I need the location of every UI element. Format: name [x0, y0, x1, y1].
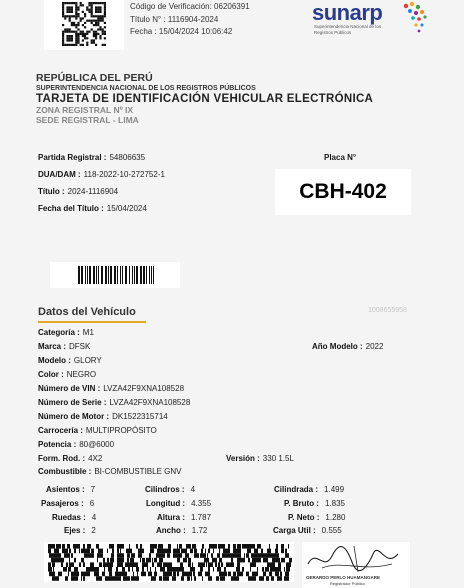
carga-util-field [273, 526, 342, 535]
serie-field [38, 398, 190, 407]
color-value: NEGRO [66, 370, 97, 379]
altura-value: 1.787 [191, 513, 212, 522]
modelo-label: Modelo : [38, 356, 71, 365]
barcode-pdf417 [44, 542, 294, 582]
ruedas-field [52, 513, 96, 522]
carroceria-value: MULTIPROPÓSITO [85, 426, 157, 435]
modelo-value: GLORY [73, 356, 102, 365]
barcode-small [50, 262, 180, 288]
asientos-label: Asientos : [46, 485, 85, 494]
titulo-value: 2024-1116904 [67, 187, 119, 196]
logo-wordmark: sunarp [312, 0, 383, 25]
form-rod-value: 4X2 [88, 454, 103, 463]
pasajeros-field [41, 499, 94, 508]
sunarp-logo [312, 0, 422, 44]
ejes-field [64, 526, 96, 535]
placa-label: Placa N° [324, 153, 357, 162]
modelo-field [38, 356, 102, 365]
vin-value: LVZA42F9XNA108528 [103, 384, 185, 393]
cilindros-label: Cilindros : [145, 485, 185, 494]
country-title: REPÚBLICA DEL PERÚ [36, 72, 153, 84]
form-rod-label: Form. Rod. : [38, 454, 86, 463]
peso-neto-value: 1.280 [325, 513, 346, 522]
combustible-value: BI-COMBUSTIBLE GNV [94, 467, 182, 476]
ruedas-value: 4 [91, 513, 97, 522]
titulo-field [38, 187, 118, 196]
section-underline [38, 321, 146, 323]
zone-title: ZONA REGISTRAL Nº IX [36, 105, 134, 115]
serie-value: LVZA42F9XNA108528 [109, 398, 191, 407]
anio-label: Año Modelo : [312, 342, 363, 351]
form-rod-field [38, 454, 102, 463]
motor-field [38, 412, 168, 421]
combustible-field [38, 467, 181, 476]
longitud-field [146, 499, 211, 508]
marca-value: DFSK [69, 342, 91, 351]
titulo-label: Título : [38, 187, 65, 196]
verification-block [130, 1, 250, 39]
logo-dots-icon [372, 0, 428, 40]
cilindros-field [145, 485, 195, 494]
altura-label: Altura : [157, 513, 185, 522]
signature-box [302, 542, 410, 588]
color-field [38, 370, 96, 379]
serie-label: Número de Serie : [38, 398, 107, 407]
carroceria-label: Carrocería : [38, 426, 83, 435]
fecha-field [38, 204, 147, 213]
peso-neto-field [288, 513, 345, 522]
qr-code [44, 0, 124, 50]
asientos-field [46, 485, 95, 494]
ejes-label: Ejes : [64, 526, 86, 535]
anio-field [312, 342, 383, 351]
dua-value: 118-2022-10-272752-1 [83, 170, 165, 179]
watermark-number: 1008655958 [368, 307, 407, 314]
version-value: 330 1.5L [262, 454, 294, 463]
ruedas-label: Ruedas : [52, 513, 86, 522]
potencia-label: Potencia : [38, 440, 77, 449]
signer-role: Registrador Público [330, 581, 365, 586]
peso-bruto-field [284, 499, 345, 508]
header-title-number: Título N° : 1116904-2024 [130, 14, 219, 24]
verification-code: Código de Verificación: 06206391 [130, 2, 250, 11]
card-title: TARJETA DE IDENTIFICACIÓN VEHICULAR ELECTRÓNICA [36, 93, 374, 105]
ancho-field [156, 526, 207, 535]
dua-label: DUA/DAM : [38, 170, 81, 179]
signer-name: GERARDO PERLO HUAMANGARE [306, 575, 381, 580]
motor-label: Número de Motor : [38, 412, 110, 421]
section-title: Datos del Vehículo [38, 306, 136, 318]
seat-title: SEDE REGISTRAL - LIMA [36, 115, 139, 125]
categoria-field [38, 328, 94, 337]
combustible-label: Combustible : [38, 467, 92, 476]
pasajeros-value: 6 [89, 499, 95, 508]
color-label: Color : [38, 370, 64, 379]
cilindrada-label: Cilindrada : [274, 485, 319, 494]
ejes-value: 2 [91, 526, 96, 535]
motor-value: DK1522315714 [112, 412, 168, 421]
peso-neto-label: P. Neto : [288, 513, 320, 522]
ancho-label: Ancho : [156, 526, 186, 535]
carga-util-label: Carga Util : [273, 526, 316, 535]
vin-label: Número de VIN : [38, 384, 101, 393]
altura-field [157, 513, 211, 522]
fecha-value: 15/04/2024 [106, 204, 147, 213]
header-date: Fecha : 15/04/2024 10:06:42 [130, 27, 233, 36]
cilindrada-field [274, 485, 344, 494]
vin-field [38, 384, 184, 393]
asientos-value: 7 [90, 485, 96, 494]
signature-icon [302, 542, 410, 576]
potencia-field [38, 440, 114, 449]
document-titles [36, 72, 373, 125]
cilindros-value: 4 [190, 485, 196, 494]
marca-field [38, 342, 90, 351]
peso-bruto-value: 1.835 [324, 499, 345, 508]
partida-field [38, 153, 145, 162]
peso-bruto-label: P. Bruto : [284, 499, 319, 508]
carroceria-field [38, 426, 157, 435]
agency-title: SUPERINTENDENCIA NACIONAL DE LOS REGISTROS PÚBLICOS [36, 85, 256, 92]
fecha-label: Fecha del Título : [38, 204, 104, 213]
logo-subtitle: Superintendencia Nacional de los Registros Públicos [314, 24, 382, 35]
pasajeros-label: Pasajeros : [41, 499, 84, 508]
carga-util-value: 0.555 [321, 526, 342, 535]
marca-label: Marca : [38, 342, 67, 351]
anio-value: 2022 [365, 342, 384, 351]
version-label: Versión : [226, 454, 260, 463]
placa-box [275, 169, 411, 215]
categoria-value: M1 [82, 328, 94, 337]
cilindrada-value: 1.499 [324, 485, 345, 494]
longitud-value: 4.355 [191, 499, 212, 508]
version-field [226, 454, 294, 463]
potencia-value: 80@6000 [79, 440, 115, 449]
placa-number: CBH-402 [299, 180, 387, 203]
partida-value: 54806635 [109, 153, 146, 162]
longitud-label: Longitud : [146, 499, 186, 508]
categoria-label: Categoría : [38, 328, 80, 337]
partida-label: Partida Registral : [38, 153, 107, 162]
dua-field [38, 170, 165, 179]
ancho-value: 1.72 [191, 526, 208, 535]
